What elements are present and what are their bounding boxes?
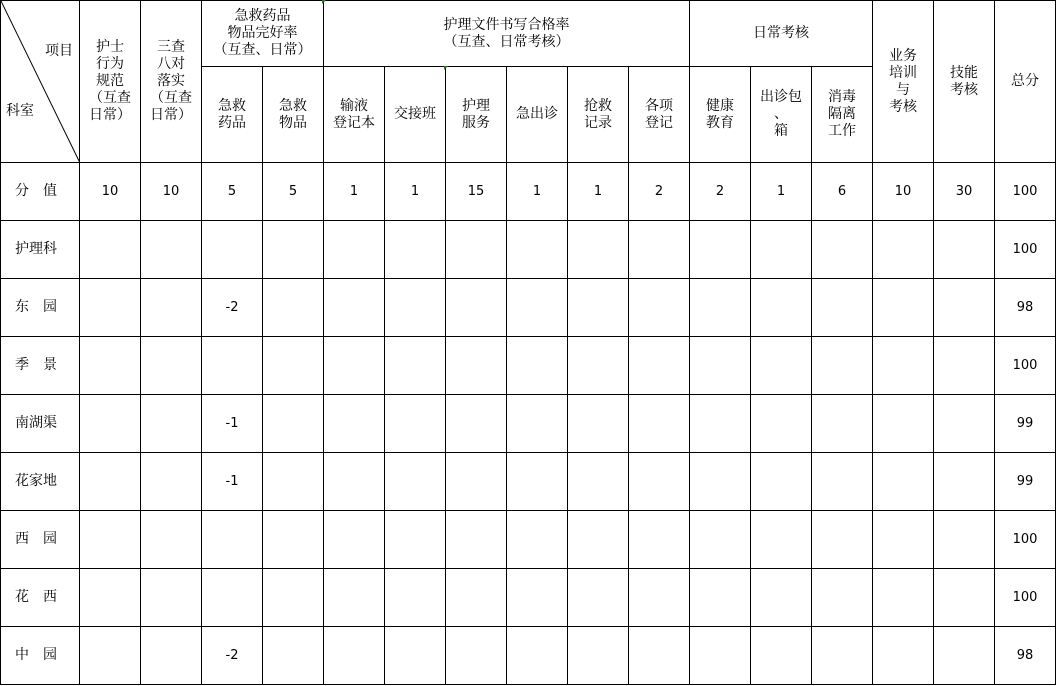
cell-nursing-service bbox=[446, 279, 507, 337]
row-label: 花 西 bbox=[1, 569, 80, 627]
cell-shift-handover bbox=[385, 395, 446, 453]
cell-health-education bbox=[690, 569, 751, 627]
cell-various-registers bbox=[629, 395, 690, 453]
cell-skills-assessment bbox=[934, 395, 995, 453]
cell-total: 100 bbox=[995, 163, 1056, 221]
header-health-education: 健康 教育 bbox=[690, 67, 751, 163]
cell-emergency-supplies: 5 bbox=[263, 163, 324, 221]
cell-emergency-supplies bbox=[263, 337, 324, 395]
cell-infusion-register bbox=[324, 569, 385, 627]
cell-nursing-service: 15 bbox=[446, 163, 507, 221]
cell-emergency-supplies bbox=[263, 279, 324, 337]
cell-total: 100 bbox=[995, 221, 1056, 279]
cell-emergency-visits bbox=[507, 221, 568, 279]
cell-emergency-drugs bbox=[202, 511, 263, 569]
cell-rescue-records bbox=[568, 627, 629, 685]
cell-business-training bbox=[873, 627, 934, 685]
cell-emergency-drugs: 5 bbox=[202, 163, 263, 221]
header-nurse-conduct: 护士 行为 规范 （互查 日常） bbox=[80, 1, 141, 163]
cell-business-training bbox=[873, 221, 934, 279]
corner-top-label: 项目 bbox=[45, 43, 73, 59]
cell-shift-handover bbox=[385, 279, 446, 337]
cell-business-training bbox=[873, 337, 934, 395]
cell-nursing-service bbox=[446, 453, 507, 511]
cell-health-education: 2 bbox=[690, 163, 751, 221]
cell-total: 100 bbox=[995, 569, 1056, 627]
cell-visit-kit bbox=[751, 569, 812, 627]
cell-nurse-conduct bbox=[80, 221, 141, 279]
cell-emergency-drugs: -1 bbox=[202, 453, 263, 511]
cell-infusion-register bbox=[324, 279, 385, 337]
table-row bbox=[1, 337, 1056, 395]
row-label: 分 值 bbox=[1, 163, 80, 221]
row-label: 东 园 bbox=[1, 279, 80, 337]
header-group-daily-assessment: 日常考核 bbox=[690, 1, 873, 67]
header-group-emergency: 急救药品 物品完好率 （互查、日常） bbox=[202, 1, 324, 67]
cell-infusion-register bbox=[324, 511, 385, 569]
header-skills-assessment: 技能 考核 bbox=[934, 1, 995, 163]
cell-health-education bbox=[690, 221, 751, 279]
cell-three-checks bbox=[141, 395, 202, 453]
cell-emergency-supplies bbox=[263, 453, 324, 511]
cell-skills-assessment bbox=[934, 221, 995, 279]
row-label: 季 景 bbox=[1, 337, 80, 395]
row-label: 花家地 bbox=[1, 453, 80, 511]
header-emergency-drugs: 急救 药品 bbox=[202, 67, 263, 163]
cell-visit-kit bbox=[751, 221, 812, 279]
cell-emergency-visits: 1 bbox=[507, 163, 568, 221]
cell-emergency-visits bbox=[507, 395, 568, 453]
row-label: 西 园 bbox=[1, 511, 80, 569]
cell-emergency-supplies bbox=[263, 221, 324, 279]
cell-business-training bbox=[873, 511, 934, 569]
header-infusion-register: 输液 登记本 bbox=[324, 67, 385, 163]
cell-total: 100 bbox=[995, 511, 1056, 569]
cell-emergency-drugs: -1 bbox=[202, 395, 263, 453]
cell-disinfection bbox=[812, 395, 873, 453]
cell-nurse-conduct bbox=[80, 395, 141, 453]
cell-shift-handover bbox=[385, 569, 446, 627]
cell-various-registers bbox=[629, 279, 690, 337]
cell-skills-assessment: 30 bbox=[934, 163, 995, 221]
cell-rescue-records bbox=[568, 511, 629, 569]
cell-emergency-drugs bbox=[202, 569, 263, 627]
cell-skills-assessment bbox=[934, 279, 995, 337]
cell-nursing-service bbox=[446, 395, 507, 453]
cell-three-checks: 10 bbox=[141, 163, 202, 221]
cell-disinfection bbox=[812, 337, 873, 395]
cell-visit-kit bbox=[751, 395, 812, 453]
cell-nurse-conduct bbox=[80, 511, 141, 569]
cell-visit-kit: 1 bbox=[751, 163, 812, 221]
cell-emergency-visits bbox=[507, 569, 568, 627]
cell-nursing-service bbox=[446, 337, 507, 395]
cell-emergency-visits bbox=[507, 627, 568, 685]
cell-disinfection bbox=[812, 511, 873, 569]
cell-visit-kit bbox=[751, 337, 812, 395]
cell-disinfection bbox=[812, 569, 873, 627]
cell-emergency-drugs bbox=[202, 221, 263, 279]
header-emergency-supplies: 急救 物品 bbox=[263, 67, 324, 163]
cell-health-education bbox=[690, 511, 751, 569]
cell-skills-assessment bbox=[934, 453, 995, 511]
cell-corner-marker bbox=[444, 66, 448, 70]
cell-nurse-conduct bbox=[80, 337, 141, 395]
cell-three-checks bbox=[141, 279, 202, 337]
cell-various-registers bbox=[629, 627, 690, 685]
cell-disinfection bbox=[812, 453, 873, 511]
cell-emergency-drugs: -2 bbox=[202, 627, 263, 685]
header-group-nursing-docs: 护理文件书写合格率 （互查、日常考核） bbox=[324, 1, 690, 67]
cell-various-registers bbox=[629, 569, 690, 627]
cell-skills-assessment bbox=[934, 511, 995, 569]
diagonal-line bbox=[1, 1, 80, 163]
cell-nurse-conduct bbox=[80, 569, 141, 627]
table-row bbox=[1, 453, 1056, 511]
cell-shift-handover bbox=[385, 221, 446, 279]
cell-emergency-drugs bbox=[202, 337, 263, 395]
cell-three-checks bbox=[141, 569, 202, 627]
cell-business-training bbox=[873, 395, 934, 453]
cell-business-training bbox=[873, 279, 934, 337]
cell-infusion-register: 1 bbox=[324, 163, 385, 221]
cell-rescue-records bbox=[568, 279, 629, 337]
cell-three-checks bbox=[141, 337, 202, 395]
cell-health-education bbox=[690, 627, 751, 685]
cell-skills-assessment bbox=[934, 627, 995, 685]
header-various-registers: 各项 登记 bbox=[629, 67, 690, 163]
cell-disinfection bbox=[812, 627, 873, 685]
header-visit-kit: 出诊包 、 箱 bbox=[751, 67, 812, 163]
cell-visit-kit bbox=[751, 627, 812, 685]
cell-infusion-register bbox=[324, 221, 385, 279]
cell-visit-kit bbox=[751, 279, 812, 337]
cell-three-checks bbox=[141, 627, 202, 685]
score-row bbox=[1, 163, 1056, 221]
cell-rescue-records bbox=[568, 221, 629, 279]
cell-various-registers bbox=[629, 511, 690, 569]
cell-nurse-conduct bbox=[80, 279, 141, 337]
cell-health-education bbox=[690, 337, 751, 395]
cell-emergency-drugs: -2 bbox=[202, 279, 263, 337]
row-label: 中 园 bbox=[1, 627, 80, 685]
cell-nursing-service bbox=[446, 627, 507, 685]
cell-nurse-conduct bbox=[80, 453, 141, 511]
cell-skills-assessment bbox=[934, 569, 995, 627]
cell-emergency-visits bbox=[507, 511, 568, 569]
cell-emergency-supplies bbox=[263, 395, 324, 453]
cell-shift-handover bbox=[385, 337, 446, 395]
table-row bbox=[1, 395, 1056, 453]
cell-three-checks bbox=[141, 221, 202, 279]
header-rescue-records: 抢救 记录 bbox=[568, 67, 629, 163]
cell-various-registers bbox=[629, 221, 690, 279]
cell-disinfection bbox=[812, 279, 873, 337]
cell-health-education bbox=[690, 279, 751, 337]
cell-three-checks bbox=[141, 453, 202, 511]
cell-three-checks bbox=[141, 511, 202, 569]
cell-infusion-register bbox=[324, 395, 385, 453]
header-shift-handover: 交接班 bbox=[385, 67, 446, 163]
table-row bbox=[1, 627, 1056, 685]
cell-total: 98 bbox=[995, 279, 1056, 337]
cell-business-training bbox=[873, 453, 934, 511]
cell-total: 99 bbox=[995, 453, 1056, 511]
corner-bottom-label: 科室 bbox=[6, 103, 34, 119]
cell-disinfection: 6 bbox=[812, 163, 873, 221]
header-emergency-visits: 急出诊 bbox=[507, 67, 568, 163]
cell-infusion-register bbox=[324, 627, 385, 685]
cell-nursing-service bbox=[446, 569, 507, 627]
header-total: 总分 bbox=[995, 1, 1056, 163]
cell-emergency-visits bbox=[507, 279, 568, 337]
cell-health-education bbox=[690, 395, 751, 453]
corner-header-cell bbox=[1, 1, 80, 163]
cell-rescue-records bbox=[568, 569, 629, 627]
cell-nursing-service bbox=[446, 221, 507, 279]
header-disinfection: 消毒 隔离 工作 bbox=[812, 67, 873, 163]
table-row bbox=[1, 221, 1056, 279]
cell-corner-marker bbox=[322, 0, 326, 4]
cell-business-training: 10 bbox=[873, 163, 934, 221]
cell-rescue-records bbox=[568, 395, 629, 453]
cell-skills-assessment bbox=[934, 337, 995, 395]
cell-total: 98 bbox=[995, 627, 1056, 685]
cell-business-training bbox=[873, 569, 934, 627]
cell-emergency-supplies bbox=[263, 569, 324, 627]
cell-emergency-visits bbox=[507, 453, 568, 511]
cell-rescue-records: 1 bbox=[568, 163, 629, 221]
cell-disinfection bbox=[812, 221, 873, 279]
cell-nurse-conduct: 10 bbox=[80, 163, 141, 221]
row-label: 护理科 bbox=[1, 221, 80, 279]
cell-emergency-visits bbox=[507, 337, 568, 395]
cell-total: 99 bbox=[995, 395, 1056, 453]
cell-emergency-supplies bbox=[263, 627, 324, 685]
cell-various-registers bbox=[629, 453, 690, 511]
cell-emergency-supplies bbox=[263, 511, 324, 569]
cell-nurse-conduct bbox=[80, 627, 141, 685]
table-row bbox=[1, 511, 1056, 569]
cell-nursing-service bbox=[446, 511, 507, 569]
cell-shift-handover bbox=[385, 627, 446, 685]
table-row bbox=[1, 569, 1056, 627]
cell-rescue-records bbox=[568, 337, 629, 395]
header-three-checks: 三查 八对 落实 （互查 日常） bbox=[141, 1, 202, 163]
cell-infusion-register bbox=[324, 453, 385, 511]
row-label: 南湖渠 bbox=[1, 395, 80, 453]
cell-health-education bbox=[690, 453, 751, 511]
cell-rescue-records bbox=[568, 453, 629, 511]
cell-various-registers: 2 bbox=[629, 163, 690, 221]
cell-shift-handover: 1 bbox=[385, 163, 446, 221]
cell-total: 100 bbox=[995, 337, 1056, 395]
header-nursing-service: 护理 服务 bbox=[446, 67, 507, 163]
cell-visit-kit bbox=[751, 453, 812, 511]
table-row bbox=[1, 279, 1056, 337]
cell-shift-handover bbox=[385, 453, 446, 511]
cell-visit-kit bbox=[751, 511, 812, 569]
cell-various-registers bbox=[629, 337, 690, 395]
cell-infusion-register bbox=[324, 337, 385, 395]
header-business-training: 业务 培训 与 考核 bbox=[873, 1, 934, 163]
cell-shift-handover bbox=[385, 511, 446, 569]
